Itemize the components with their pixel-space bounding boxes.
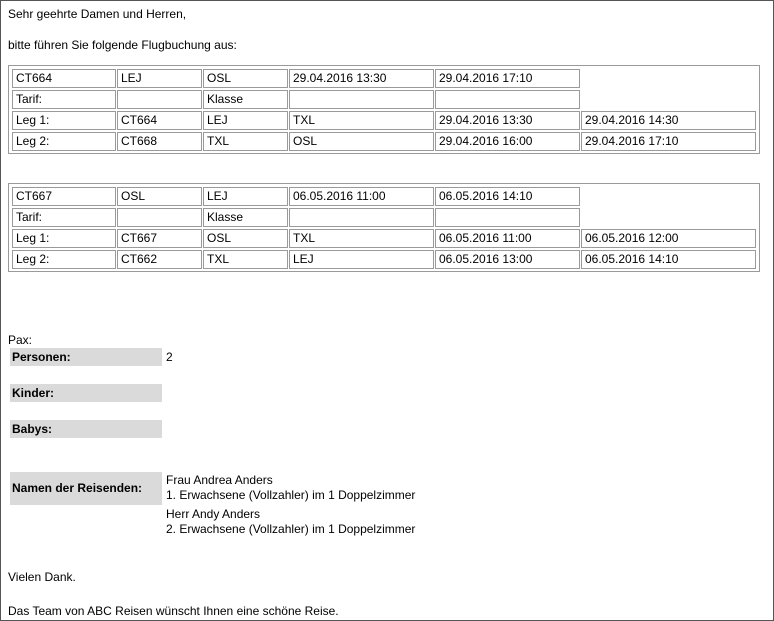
klasse-value [289, 208, 434, 227]
pax-title: Pax: [8, 333, 33, 347]
flight-number: CT667 [12, 187, 116, 206]
leg-label: Leg 2: [12, 250, 116, 269]
tarif-extra [435, 90, 580, 109]
destination: LEJ [203, 187, 288, 206]
origin: LEJ [117, 69, 202, 88]
arrival-time: 06.05.2016 14:10 [435, 187, 580, 206]
leg-origin: LEJ [203, 111, 288, 130]
leg-departure: 06.05.2016 13:00 [435, 250, 580, 269]
leg-flight-number: CT667 [117, 229, 202, 248]
traveler-detail: 2. Erwachsene (Vollzahler) im 1 Doppelzimmer [166, 522, 416, 536]
intro-text: bitte führen Sie folgende Flugbuchung aus: [8, 38, 237, 52]
leg-label: Leg 1: [12, 111, 116, 130]
leg-destination: OSL [289, 132, 434, 151]
leg-origin: TXL [203, 250, 288, 269]
leg-origin: OSL [203, 229, 288, 248]
tarif-value [117, 208, 202, 227]
origin: OSL [117, 187, 202, 206]
leg-label: Leg 1: [12, 229, 116, 248]
thanks-text: Vielen Dank. [8, 570, 76, 584]
tarif-label: Tarif: [12, 208, 116, 227]
babies-label: Babys: [10, 420, 162, 438]
flight-number: CT664 [12, 69, 116, 88]
leg-origin: TXL [203, 132, 288, 151]
persons-label: Personen: [10, 348, 162, 366]
tarif-label: Tarif: [12, 90, 116, 109]
arrival-time: 29.04.2016 17:10 [435, 69, 580, 88]
departure-time: 06.05.2016 11:00 [289, 187, 434, 206]
traveler-name: Frau Andrea Anders [166, 473, 273, 487]
leg-destination: TXL [289, 111, 434, 130]
leg-arrival: 29.04.2016 17:10 [581, 132, 756, 151]
flight-table-return [8, 183, 760, 272]
traveler-detail: 1. Erwachsene (Vollzahler) im 1 Doppelzimmer [166, 488, 416, 502]
tarif-extra [435, 208, 580, 227]
leg-destination: LEJ [289, 250, 434, 269]
leg-destination: TXL [289, 229, 434, 248]
flight-table-outbound [8, 65, 760, 154]
greeting: Sehr geehrte Damen und Herren, [8, 7, 187, 21]
klasse-value [289, 90, 434, 109]
klasse-label: Klasse [203, 208, 288, 227]
traveler-name: Herr Andy Anders [166, 507, 261, 521]
children-label: Kinder: [10, 384, 162, 402]
tarif-value [117, 90, 202, 109]
leg-departure: 06.05.2016 11:00 [435, 229, 580, 248]
leg-label: Leg 2: [12, 132, 116, 151]
leg-arrival: 06.05.2016 14:10 [581, 250, 756, 269]
leg-departure: 29.04.2016 16:00 [435, 132, 580, 151]
persons-value: 2 [166, 350, 173, 364]
leg-arrival: 29.04.2016 14:30 [581, 111, 756, 130]
leg-flight-number: CT664 [117, 111, 202, 130]
leg-flight-number: CT668 [117, 132, 202, 151]
names-label: Namen der Reisenden: [10, 472, 162, 505]
departure-time: 29.04.2016 13:30 [289, 69, 434, 88]
leg-arrival: 06.05.2016 12:00 [581, 229, 756, 248]
closing-text: Das Team von ABC Reisen wünscht Ihnen eine schöne Reise. [8, 604, 339, 618]
klasse-label: Klasse [203, 90, 288, 109]
destination: OSL [203, 69, 288, 88]
leg-departure: 29.04.2016 13:30 [435, 111, 580, 130]
leg-flight-number: CT662 [117, 250, 202, 269]
